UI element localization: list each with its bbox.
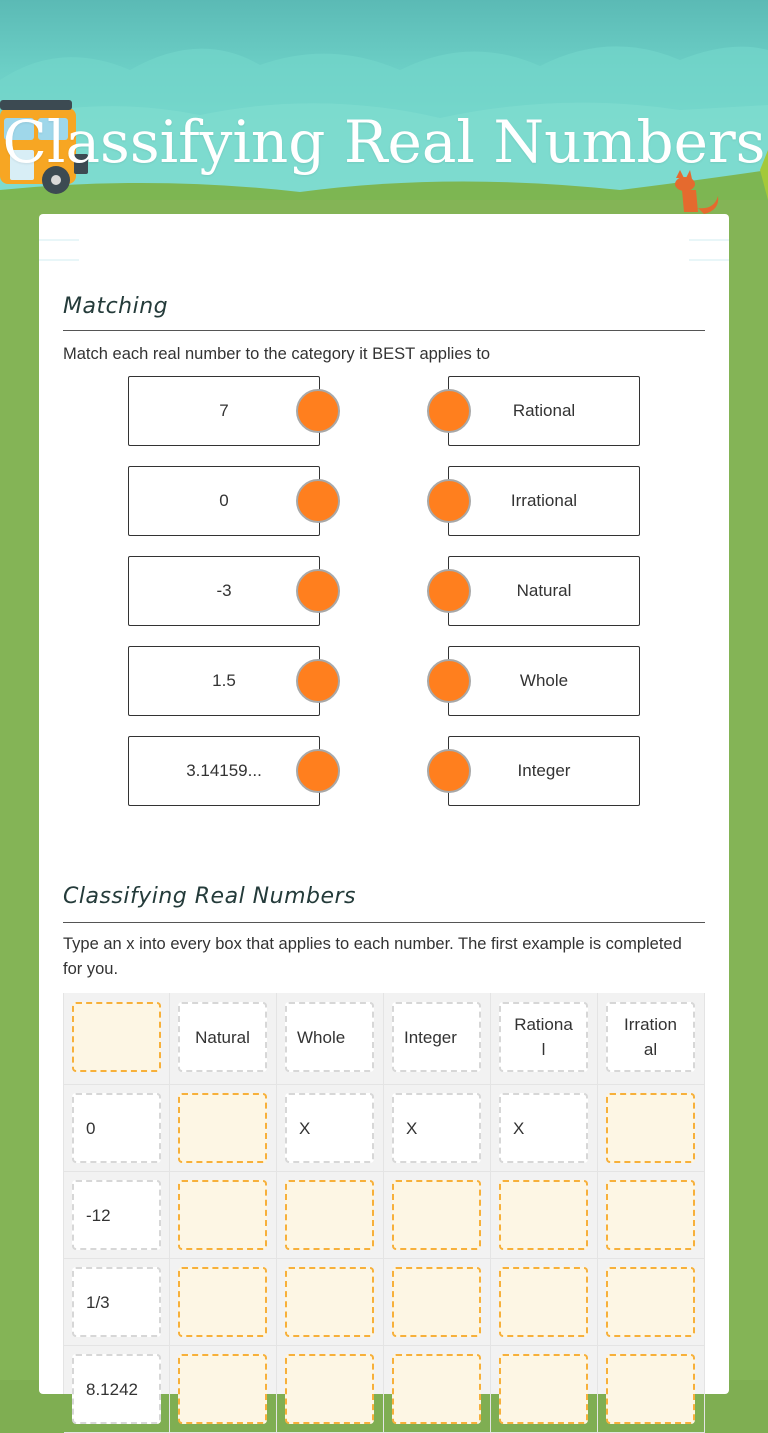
table-cell (277, 1085, 384, 1172)
match-left-connector[interactable] (296, 389, 340, 433)
answer-input[interactable] (499, 1180, 588, 1250)
matching-section-title: Matching (63, 294, 705, 331)
table-cell (598, 1172, 705, 1259)
table-cell (170, 1259, 277, 1346)
match-left-connector[interactable] (296, 749, 340, 793)
header-corner-input[interactable] (72, 1002, 161, 1072)
row-number-label: -12 (72, 1180, 161, 1250)
match-right-connector[interactable] (427, 389, 471, 433)
table-header-cell (170, 993, 277, 1085)
answer-input[interactable] (178, 1180, 267, 1250)
table-cell (384, 1259, 491, 1346)
answer-input[interactable] (499, 1267, 588, 1337)
table-cell (277, 1346, 384, 1433)
answer-input[interactable] (178, 1093, 267, 1163)
match-left-label: -3 (216, 581, 232, 600)
worksheet-card (39, 214, 729, 1399)
match-right-connector[interactable] (427, 569, 471, 613)
classify-section-title: Classifying Real Numbers (63, 884, 705, 923)
example-mark: X (285, 1093, 374, 1163)
answer-input[interactable] (606, 1354, 695, 1424)
match-left-item[interactable] (128, 376, 320, 446)
column-header-natural: Natural (178, 1002, 267, 1072)
match-left-connector[interactable] (296, 569, 340, 613)
match-right-item[interactable] (448, 646, 640, 716)
row-number-label: 0 (72, 1093, 161, 1163)
table-header-cell (598, 993, 705, 1085)
match-right-connector[interactable] (427, 479, 471, 523)
table-cell (598, 1346, 705, 1433)
match-right-label: Integer (517, 761, 571, 780)
answer-input[interactable] (285, 1267, 374, 1337)
table-row (64, 1085, 170, 1172)
example-mark: X (392, 1093, 481, 1163)
row-number-label: 1/3 (72, 1267, 161, 1337)
table-cell (277, 1259, 384, 1346)
match-left-item[interactable] (128, 466, 320, 536)
column-header-rational: Rationa l (499, 1002, 588, 1072)
answer-input[interactable] (392, 1267, 481, 1337)
match-right-item[interactable] (448, 466, 640, 536)
table-cell (598, 1259, 705, 1346)
table-cell (384, 1085, 491, 1172)
match-left-label: 1.5 (212, 671, 236, 690)
answer-input[interactable] (392, 1354, 481, 1424)
table-header-cell (491, 993, 598, 1085)
answer-input[interactable] (606, 1093, 695, 1163)
match-left-label: 7 (219, 401, 229, 420)
answer-input[interactable] (606, 1267, 695, 1337)
match-left-label: 3.14159... (186, 761, 262, 780)
column-header-integer: Integer (392, 1002, 481, 1072)
table-cell (170, 1172, 277, 1259)
match-right-label: Natural (516, 581, 572, 600)
row-number-label: 8.1242 (72, 1354, 161, 1424)
table-cell (491, 1085, 598, 1172)
match-right-connector[interactable] (427, 659, 471, 703)
match-right-item[interactable] (448, 556, 640, 626)
column-header-whole: Whole (285, 1002, 374, 1072)
answer-input[interactable] (392, 1180, 481, 1250)
table-cell (170, 1085, 277, 1172)
table-cell (491, 1259, 598, 1346)
answer-input[interactable] (178, 1267, 267, 1337)
table-cell (384, 1172, 491, 1259)
table-row (64, 1259, 170, 1346)
match-right-label: Rational (512, 401, 576, 420)
table-cell (598, 1085, 705, 1172)
answer-input[interactable] (285, 1354, 374, 1424)
match-right-label: Irrational (510, 491, 578, 510)
example-mark: X (499, 1093, 588, 1163)
table-cell (491, 1172, 598, 1259)
match-right-item[interactable] (448, 376, 640, 446)
match-left-item[interactable] (128, 556, 320, 626)
match-left-item[interactable] (128, 736, 320, 806)
match-left-item[interactable] (128, 646, 320, 716)
table-row (64, 1172, 170, 1259)
matching-instructions: Match each real number to the category it BEST applies to (63, 345, 491, 363)
table-cell (384, 1346, 491, 1433)
classify-instructions: Type an x into every box that applies to each number. The first example is completed for you. (63, 935, 682, 978)
answer-input[interactable] (285, 1180, 374, 1250)
match-right-connector[interactable] (427, 749, 471, 793)
answer-input[interactable] (499, 1354, 588, 1424)
column-header-irrational: Irration al (606, 1002, 695, 1072)
page-title: Classifying Real Numbers (2, 108, 766, 176)
match-right-item[interactable] (448, 736, 640, 806)
match-left-connector[interactable] (296, 659, 340, 703)
answer-input[interactable] (606, 1180, 695, 1250)
table-row (64, 1346, 170, 1433)
table-cell (277, 1172, 384, 1259)
match-right-label: Whole (519, 671, 569, 690)
table-cell (170, 1346, 277, 1433)
table-cell (491, 1346, 598, 1433)
table-header-cell (277, 993, 384, 1085)
card-decoration (39, 238, 729, 262)
classification-table (63, 993, 704, 1399)
answer-input[interactable] (178, 1354, 267, 1424)
table-header-cell (384, 993, 491, 1085)
match-left-connector[interactable] (296, 479, 340, 523)
fox-illustration (668, 170, 724, 214)
table-header-cell (64, 993, 170, 1085)
match-left-label: 0 (219, 491, 229, 510)
